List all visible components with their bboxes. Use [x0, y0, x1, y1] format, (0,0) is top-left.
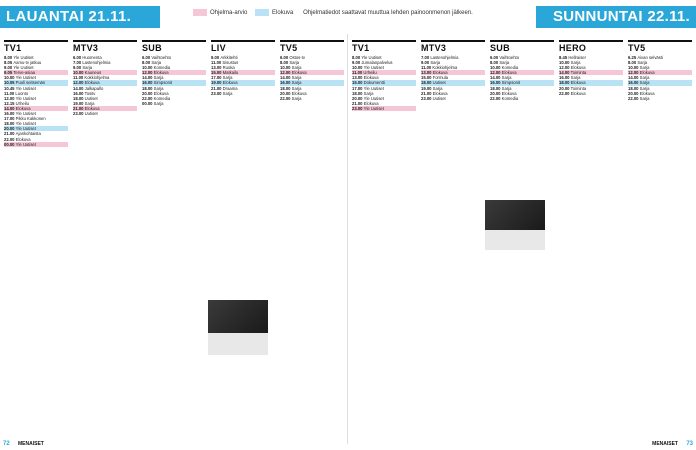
program-item: [559, 91, 623, 96]
legend-blue-label: Elokuva: [272, 10, 294, 17]
program-time: 22.00: [4, 136, 16, 142]
program-time: 15.00: [211, 70, 223, 76]
program-title: Kokkiohjelma: [84, 75, 110, 81]
legend-note: Ohjelmatiedot saattavat muuttua lehden painoonmenon jälkeen.: [303, 10, 473, 17]
program-title: Draama: [222, 85, 238, 91]
channel-column-tv1: [352, 40, 416, 440]
left-magazine-name: MENAISET: [18, 441, 44, 447]
program-title: Sarja: [291, 80, 302, 86]
program-list: [352, 55, 416, 111]
program-time: 12.15: [4, 100, 16, 106]
program-title: Sarja: [432, 85, 443, 91]
program-title: Yle Uutiset: [15, 85, 36, 91]
program-title: Sarja: [639, 80, 650, 86]
program-title: Sarja: [153, 75, 164, 81]
channel-column-mtv3: [421, 40, 485, 440]
program-title: Sarja: [291, 75, 302, 81]
program-title: Yle Uutiset: [13, 55, 34, 60]
program-title: Sarja: [499, 60, 510, 66]
program-time: 19.00: [73, 100, 85, 106]
program-time: 19.00: [211, 80, 223, 86]
channel-column-sub: [142, 40, 206, 440]
program-time: 14.00: [628, 75, 640, 81]
program-item: [142, 101, 206, 106]
program-time: 14.00: [559, 70, 571, 76]
program-item: [4, 142, 68, 147]
program-title: Yle Uutiset: [13, 65, 34, 71]
program-title: Sisustus: [222, 60, 239, 66]
program-time: 10.00: [142, 65, 154, 71]
program-title: Sarja: [291, 95, 302, 101]
program-title: Yle Uutiset: [15, 126, 36, 132]
program-time: 9.00: [352, 60, 362, 66]
program-time: 12.00: [628, 70, 640, 76]
program-title: Hellraiser: [568, 55, 587, 60]
program-title: Sarja: [639, 85, 650, 91]
program-time: 18.00: [628, 85, 640, 91]
program-title: Elokuva: [501, 70, 517, 76]
legend-pink-swatch: [193, 9, 207, 16]
program-time: 14.00: [4, 105, 16, 111]
program-time: 23.00: [352, 105, 364, 111]
program-time: 20.00: [628, 90, 640, 96]
program-item: [73, 111, 137, 116]
program-time: 14.00: [73, 85, 85, 91]
channel-column-tv1: [4, 40, 68, 440]
channel-name: TV1: [4, 40, 68, 53]
program-title: Uutiset: [84, 95, 98, 101]
program-time: 18.00: [559, 80, 571, 86]
right-day-title: SUNNUNTAI 22.11.: [536, 6, 696, 28]
program-time: 17.00: [352, 85, 364, 91]
program-title: Sarja: [84, 100, 95, 106]
program-list: [142, 55, 206, 106]
program-title: Yle Uutiset: [15, 75, 36, 81]
program-time: 11.00: [211, 60, 223, 66]
program-time: 9.00: [73, 65, 83, 71]
program-title: Yle Uutiset: [363, 85, 384, 91]
program-title: Elokuva: [15, 136, 31, 142]
program-title: Yle Uutiset: [15, 95, 36, 101]
program-title: Elokuva: [639, 90, 655, 96]
program-time: 20.00: [280, 90, 292, 96]
program-time: 21.00: [352, 100, 364, 106]
program-item: [490, 96, 554, 101]
program-title: Sarja: [222, 75, 233, 81]
program-time: 23.00: [421, 95, 433, 101]
program-title: Sarja: [639, 75, 650, 81]
program-time: 18.00: [280, 85, 292, 91]
program-title: Elokuva: [84, 105, 100, 111]
program-time: 21.00: [421, 90, 433, 96]
program-title: Sarja: [430, 60, 441, 66]
program-time: 18.00: [142, 85, 154, 91]
program-time: 16.00: [628, 80, 640, 86]
program-time: 21.00: [211, 85, 223, 91]
page-divider: [347, 34, 348, 444]
program-title: Komedia: [501, 65, 519, 71]
program-time: 15.00: [352, 80, 364, 86]
program-item: [421, 96, 485, 101]
program-title: Yle Uutiset: [15, 111, 36, 117]
legend-blue-swatch: [255, 9, 269, 16]
program-title: Sarja: [637, 60, 648, 66]
program-item: [280, 96, 344, 101]
program-list: [211, 55, 275, 96]
program-time: 21.00: [73, 105, 85, 111]
program-time: 20.00: [4, 126, 16, 132]
program-title: Luonto: [15, 90, 29, 96]
program-title: Sarja: [501, 85, 512, 91]
header-bar: [0, 0, 696, 34]
program-title: Yle Uutiset: [15, 121, 36, 127]
program-time: 22.00: [280, 95, 292, 101]
program-title: Elokuva: [639, 70, 655, 76]
program-time: 10.00: [559, 60, 571, 66]
channel-name: MTV3: [421, 40, 485, 53]
program-time: 10.00: [628, 65, 640, 71]
program-title: Elokuva: [570, 80, 586, 86]
program-title: Kokkiohjelma: [432, 65, 458, 71]
program-time: 8.00: [4, 55, 14, 60]
program-title: Sarja: [82, 65, 93, 71]
program-time: 8.00: [142, 60, 152, 66]
program-title: Lastenohjelmia: [430, 55, 459, 60]
program-title: Elokuva: [84, 80, 100, 86]
program-title: Elokuva: [432, 70, 448, 76]
program-time: 11.00: [4, 90, 16, 96]
program-title: Simpsonit: [153, 80, 173, 86]
program-title: Elokuva: [291, 90, 307, 96]
program-time: 10.00: [280, 65, 292, 71]
program-title: Elokuva: [570, 65, 586, 71]
program-time: 10.05: [4, 80, 16, 86]
left-day-title: LAUANTAI 21.11.: [0, 6, 160, 28]
program-title: Toiminta: [570, 85, 587, 91]
program-time: 9.00: [211, 55, 221, 60]
program-time: 16.00: [280, 80, 292, 86]
program-title: Sarja: [222, 90, 233, 96]
channel-name: SUB: [142, 40, 206, 53]
program-title: Huomenta: [82, 55, 102, 60]
program-title: Sarja: [291, 65, 302, 71]
program-title: Elokuva: [291, 70, 307, 76]
program-time: 20.00: [490, 90, 502, 96]
channel-name: TV5: [280, 40, 344, 53]
promo-image: [208, 300, 268, 333]
program-title: Yle Uutiset: [363, 105, 384, 111]
program-title: Elokuva: [432, 90, 448, 96]
program-title: Sarja: [153, 100, 164, 106]
channel-name: TV5: [628, 40, 692, 53]
program-time: 20.00: [352, 95, 364, 101]
program-time: 16.00: [559, 75, 571, 81]
program-time: 6.00: [280, 55, 290, 60]
program-title: Sarja: [639, 65, 650, 71]
program-time: 13.00: [421, 70, 433, 76]
program-time: 22.00: [628, 95, 640, 101]
program-title: Urheilu: [15, 100, 29, 106]
program-item: [628, 96, 692, 101]
channel-column-tv5: [280, 40, 344, 440]
program-time: 6.00: [73, 55, 83, 60]
program-time: 6.00: [490, 55, 500, 60]
program-time: 00.00: [4, 141, 16, 147]
program-title: Ostos-tv: [289, 55, 305, 60]
program-list: [559, 55, 623, 96]
program-time: 12.00: [490, 70, 502, 76]
program-time: 16.00: [142, 80, 154, 86]
program-time: 14.00: [280, 75, 292, 81]
program-title: Elokuva: [363, 100, 379, 106]
program-time: 13.00: [352, 75, 364, 81]
program-time: 20.00: [142, 90, 154, 96]
program-title: Elokuva: [153, 70, 169, 76]
program-time: 8.00: [490, 60, 500, 66]
program-time: 16.00: [73, 90, 85, 96]
program-title: Yle Uutiset: [363, 65, 384, 71]
program-time: 6.00: [142, 55, 152, 60]
program-title: Komedia: [501, 95, 519, 101]
program-time: 8.45: [559, 55, 569, 60]
program-title: Vaihtoehto: [499, 55, 520, 60]
program-title: Toiminta: [570, 70, 587, 76]
program-time: 18.00: [4, 121, 16, 127]
channel-column-hero: [559, 40, 623, 440]
program-title: Sarja: [289, 60, 300, 66]
program-title: Sarja: [570, 75, 581, 81]
program-time: 23.00: [73, 111, 85, 117]
promo-right: [485, 200, 545, 250]
program-time: 18.00: [421, 80, 433, 86]
program-title: Uutiset: [432, 80, 446, 86]
program-title: Sarja: [151, 60, 162, 66]
program-title: Formula: [432, 75, 449, 81]
channel-column-tv5: [628, 40, 692, 440]
program-title: Sarja: [501, 75, 512, 81]
program-title: Sarja: [291, 85, 302, 91]
promo-image: [485, 200, 545, 230]
program-time: 12.00: [142, 70, 154, 76]
program-time: 18.00: [490, 85, 502, 91]
program-title: Uutiset: [432, 95, 446, 101]
program-title: Yle Uutiset: [15, 141, 36, 147]
program-time: 15.00: [421, 75, 433, 81]
channel-column-mtv3: [73, 40, 137, 440]
program-time: 17.00: [211, 75, 223, 81]
program-time: 9.05: [4, 70, 14, 76]
channel-name: HERO: [559, 40, 623, 53]
program-title: Sarja: [153, 85, 164, 91]
program-time: 7.00: [421, 55, 431, 60]
program-time: 16.00: [4, 111, 16, 117]
program-title: Dokumentti: [363, 80, 385, 86]
program-time: 8.00: [628, 60, 638, 66]
program-title: Ruoka: [222, 65, 235, 71]
program-time: 10.00: [73, 70, 85, 76]
program-title: Lastenohjelmia: [82, 60, 111, 66]
program-time: 20.00: [559, 85, 571, 91]
program-time: 6.25: [628, 55, 638, 60]
program-title: Kauneus: [84, 70, 102, 76]
program-title: Vaihtoehto: [151, 55, 172, 60]
program-time: 12.00: [4, 95, 16, 101]
program-time: 17.00: [4, 116, 16, 122]
program-title: Jalkapallo: [84, 85, 104, 91]
program-time: 13.00: [211, 65, 223, 71]
promo-left: [208, 300, 268, 355]
channel-name: LIV: [211, 40, 275, 53]
right-page-number: 73: [686, 441, 693, 447]
program-title: Simpsonit: [501, 80, 521, 86]
legend: [187, 9, 473, 17]
program-time: 11.00: [73, 75, 85, 81]
program-title: Tositv: [84, 90, 96, 96]
program-time: 16.00: [490, 80, 502, 86]
program-title: Elokuva: [363, 75, 379, 81]
program-title: Aivan selvästi: [637, 55, 663, 60]
program-title: Komedia: [153, 95, 171, 101]
program-time: 19.00: [421, 85, 433, 91]
program-time: 12.00: [73, 80, 85, 86]
program-title: Elokuva: [570, 90, 586, 96]
program-time: 9.00: [4, 65, 14, 71]
program-list: [421, 55, 485, 101]
program-list: [280, 55, 344, 101]
program-time: 18.00: [73, 95, 85, 101]
program-time: 18.00: [352, 90, 364, 96]
program-title: Jumalanpalvelus: [361, 60, 393, 66]
program-title: Sarja: [570, 60, 581, 66]
channel-name: SUB: [490, 40, 554, 53]
program-time: 00.00: [142, 100, 154, 106]
program-title: Komedia: [153, 65, 171, 71]
program-title: Sarja: [639, 95, 650, 101]
program-title: Elokuva: [15, 105, 31, 111]
program-list: [4, 55, 68, 147]
program-time: 8.00: [352, 55, 362, 60]
program-title: Puoli seitsemän: [15, 80, 46, 86]
program-list: [73, 55, 137, 116]
program-time: 14.00: [142, 75, 154, 81]
program-time: 10.00: [352, 65, 364, 71]
program-item: [352, 106, 416, 111]
channel-column-liv: [211, 40, 275, 440]
program-time: 21.00: [4, 131, 16, 137]
channel-name: TV1: [352, 40, 416, 53]
program-title: Yle Uutiset: [361, 55, 382, 60]
program-title: Arkkitehti: [220, 55, 238, 60]
program-time: 10.45: [4, 85, 16, 91]
program-title: Sarja: [363, 90, 374, 96]
program-time: 14.00: [490, 75, 502, 81]
program-title: Aamu-tv jatkuu: [13, 60, 42, 66]
channel-name: MTV3: [73, 40, 137, 53]
program-time: 8.05: [4, 60, 14, 66]
program-list: [490, 55, 554, 101]
right-magazine-name: MENAISET: [652, 441, 678, 447]
program-time: 9.00: [421, 60, 431, 66]
program-time: 11.00: [352, 70, 364, 76]
program-title: Uutiset: [84, 111, 98, 117]
program-title: Elokuva: [222, 80, 238, 86]
program-time: 22.00: [559, 90, 571, 96]
program-title: Terve-asiaa: [13, 70, 35, 76]
program-time: 10.00: [4, 75, 16, 81]
legend-pink-label: Ohjelma-arvio: [210, 10, 248, 17]
program-time: 23.00: [211, 90, 223, 96]
program-title: Ajankohtaista: [15, 131, 41, 137]
program-title: Urheilu: [363, 70, 377, 76]
program-title: Matkailu: [222, 70, 239, 76]
program-title: Elokuva: [501, 90, 517, 96]
program-title: Elokuva: [153, 90, 169, 96]
program-time: 22.00: [142, 95, 154, 101]
program-title: Pikku Kakkonen: [15, 116, 46, 122]
program-time: 7.00: [73, 60, 83, 66]
program-time: 8.00: [280, 60, 290, 66]
left-page-number: 72: [3, 441, 10, 447]
program-time: 12.00: [280, 70, 292, 76]
program-item: [211, 91, 275, 96]
program-list: [628, 55, 692, 101]
program-time: 10.00: [490, 65, 502, 71]
program-title: Yle Uutiset: [363, 95, 384, 101]
program-time: 11.00: [421, 65, 433, 71]
program-time: 22.00: [490, 95, 502, 101]
program-time: 12.00: [559, 65, 571, 71]
